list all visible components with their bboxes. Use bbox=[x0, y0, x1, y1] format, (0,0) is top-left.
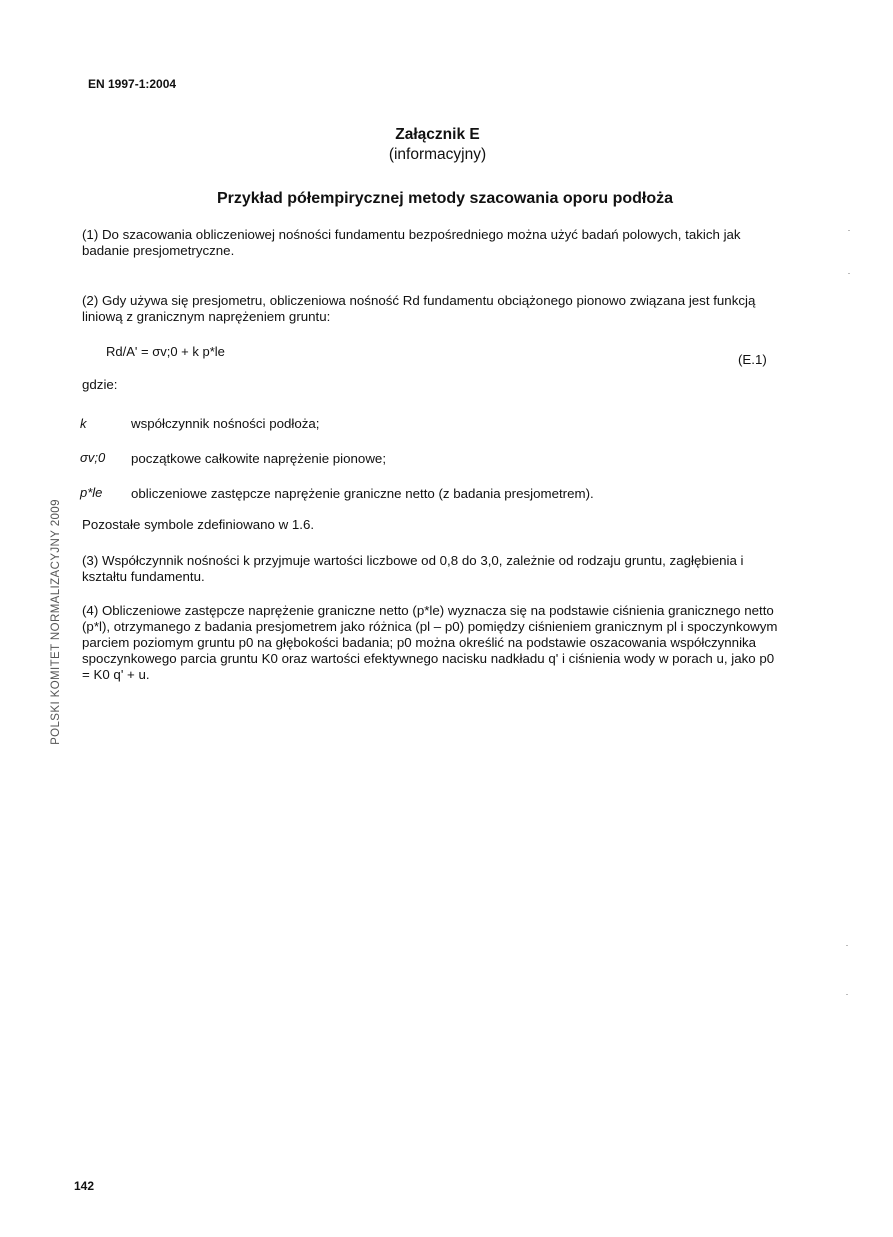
page-number: 142 bbox=[74, 1179, 95, 1193]
definition-symbol-sigma: σv;0 bbox=[80, 450, 106, 465]
definition-text-k: współczynnik nośności podłoża; bbox=[131, 416, 320, 431]
watermark: POLSKI KOMITET NORMALIZACYJNY 2009 bbox=[50, 499, 62, 745]
scan-speck bbox=[846, 945, 848, 946]
scan-speck bbox=[846, 994, 848, 995]
paragraph-3: (3) Współczynnik nośności k przyjmuje wartości liczbowe od 0,8 do 3,0, zależnie od rodzaju gruntu, zagłębienia i kształtu fundamentu. bbox=[82, 553, 744, 584]
definition-text-sigma: początkowe całkowite naprężenie pionowe; bbox=[131, 451, 387, 466]
paragraph-1: (1) Do szacowania obliczeniowej nośności fundamentu bezpośredniego można użyć badań polowych, takich jak badanie presjometryczne. bbox=[82, 227, 741, 258]
annex-subtitle: (informacyjny) bbox=[388, 146, 487, 163]
section-heading: Przykład półempirycznej metody szacowania oporu podłoża bbox=[216, 190, 674, 207]
paragraph-4: (4) Obliczeniowe zastępcze naprężenie graniczne netto (p*le) wyznacza się na podstawie ciśnienia granicznego netto (p*l), otrzymanego z badania presjometrem jako różnica (pl – p0) pomiędzy ciśnieniem granicznym pl i spoczynkowym parciem poziomym gruntu p0 na głębokości badania; p0 można określić na podstawie oszacowania współczynnika spoczynkowego parcia gruntu K0 oraz wartości efektywnego nacisku nadkładu q' i ciśnienia wody w porach u, jako p0 = K0 q' + u. bbox=[82, 603, 778, 682]
scan-speck bbox=[848, 273, 850, 274]
paragraph-2: (2) Gdy używa się presjometru, obliczeniowa nośność Rd fundamentu obciążonego pionowo związana jest funkcją liniową z granicznym naprężeniem gruntu: bbox=[82, 293, 756, 324]
definition-text-ple: obliczeniowe zastępcze naprężenie graniczne netto (z badania presjometrem). bbox=[131, 486, 594, 501]
definition-symbol-ple: p*le bbox=[80, 485, 103, 500]
where-label: gdzie: bbox=[82, 377, 118, 392]
paragraph-symbols-note: Pozostałe symbole zdefiniowano w 1.6. bbox=[82, 517, 315, 532]
definition-symbol-k: k bbox=[80, 416, 87, 431]
scan-speck bbox=[848, 230, 850, 231]
annex-title: Załącznik E bbox=[395, 126, 480, 143]
formula-e1: Rd/A' = σv;0 + k p*le bbox=[106, 344, 225, 359]
formula-number: (E.1) bbox=[738, 352, 767, 367]
standard-code: EN 1997-1:2004 bbox=[88, 77, 177, 91]
